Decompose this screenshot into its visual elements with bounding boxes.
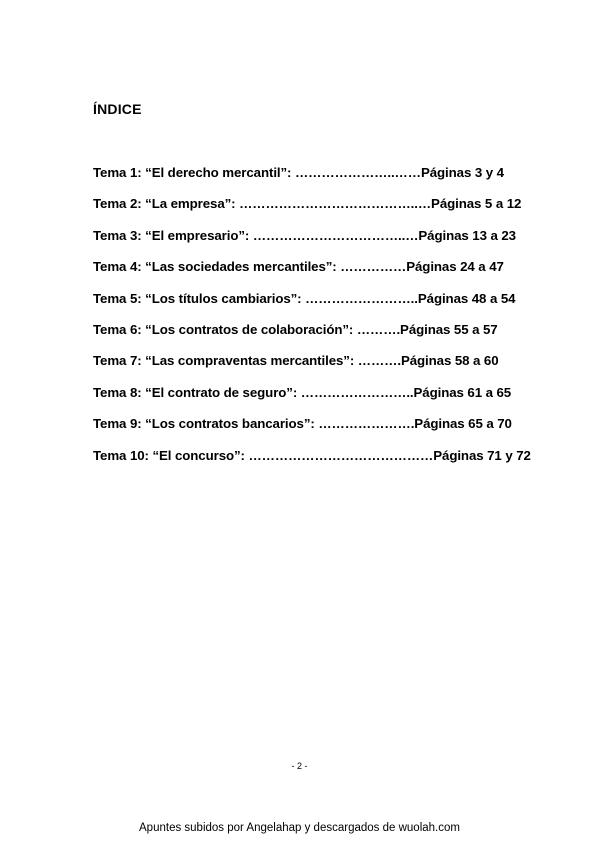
toc-entry-6 bbox=[93, 320, 533, 351]
footer-note: Apuntes subidos por Angelahap y descargados de wuolah.com bbox=[139, 822, 460, 834]
toc-topic: Tema 7: “Las compraventas mercantiles”: bbox=[93, 353, 358, 369]
toc-topic: Tema 6: “Los contratos de colaboración”: bbox=[93, 321, 357, 337]
toc-leader: …………………..…… bbox=[294, 165, 421, 180]
toc-topic: Tema 10: “El concurso”: bbox=[93, 447, 249, 463]
toc-pages: Páginas 58 a 60 bbox=[400, 353, 499, 369]
toc-entry-3 bbox=[93, 226, 533, 257]
toc-pages: Páginas 65 a 70 bbox=[414, 416, 512, 432]
toc-leader: …………………. bbox=[318, 416, 415, 432]
toc-topic: Tema 1: “El derecho mercantil”: bbox=[93, 165, 295, 180]
toc-pages: Páginas 3 y 4 bbox=[420, 165, 504, 180]
toc-leader: …………………….. bbox=[300, 384, 414, 400]
toc-entry-5 bbox=[93, 289, 533, 320]
toc-pages: Páginas 71 y 72 bbox=[433, 447, 531, 463]
toc-pages: Páginas 5 a 12 bbox=[431, 196, 522, 212]
toc-topic: Tema 3: “El empresario”: bbox=[93, 227, 253, 243]
toc-entry-2 bbox=[93, 194, 533, 225]
toc-leader: ………. bbox=[356, 321, 401, 337]
toc-topic: Tema 8: “El contrato de seguro”: bbox=[93, 384, 301, 400]
toc-entry-8 bbox=[93, 383, 533, 414]
toc-entry-1 bbox=[93, 163, 533, 194]
toc-leader: ……………………………..… bbox=[252, 227, 419, 243]
toc-leader: …………………………………… bbox=[248, 447, 434, 463]
page-number: - 2 - bbox=[291, 761, 308, 771]
table-of-contents bbox=[93, 163, 533, 477]
toc-leader: ………. bbox=[357, 353, 401, 369]
toc-pages: Páginas 55 a 57 bbox=[400, 321, 498, 337]
toc-topic: Tema 9: “Los contratos bancarios”: bbox=[93, 416, 319, 432]
toc-entry-9 bbox=[93, 414, 533, 445]
toc-pages: Páginas 13 a 23 bbox=[418, 227, 516, 243]
toc-topic: Tema 4: “Las sociedades mercantiles”: bbox=[93, 259, 341, 275]
toc-topic: Tema 5: “Los títulos cambiarios”: bbox=[93, 290, 306, 306]
toc-pages: Páginas 48 a 54 bbox=[417, 290, 516, 306]
toc-heading: ÍNDICE bbox=[93, 101, 142, 117]
toc-entry-4 bbox=[93, 257, 533, 288]
toc-pages: Páginas 61 a 65 bbox=[413, 384, 512, 400]
toc-pages: Páginas 24 a 47 bbox=[406, 259, 504, 275]
toc-entry-10 bbox=[93, 446, 533, 477]
toc-leader: …………………………………..… bbox=[239, 196, 432, 212]
toc-entry-7 bbox=[93, 351, 533, 382]
toc-topic: Tema 2: “La empresa”: bbox=[93, 196, 240, 212]
toc-leader: …………… bbox=[340, 259, 407, 275]
toc-leader: …………………….. bbox=[305, 290, 418, 306]
